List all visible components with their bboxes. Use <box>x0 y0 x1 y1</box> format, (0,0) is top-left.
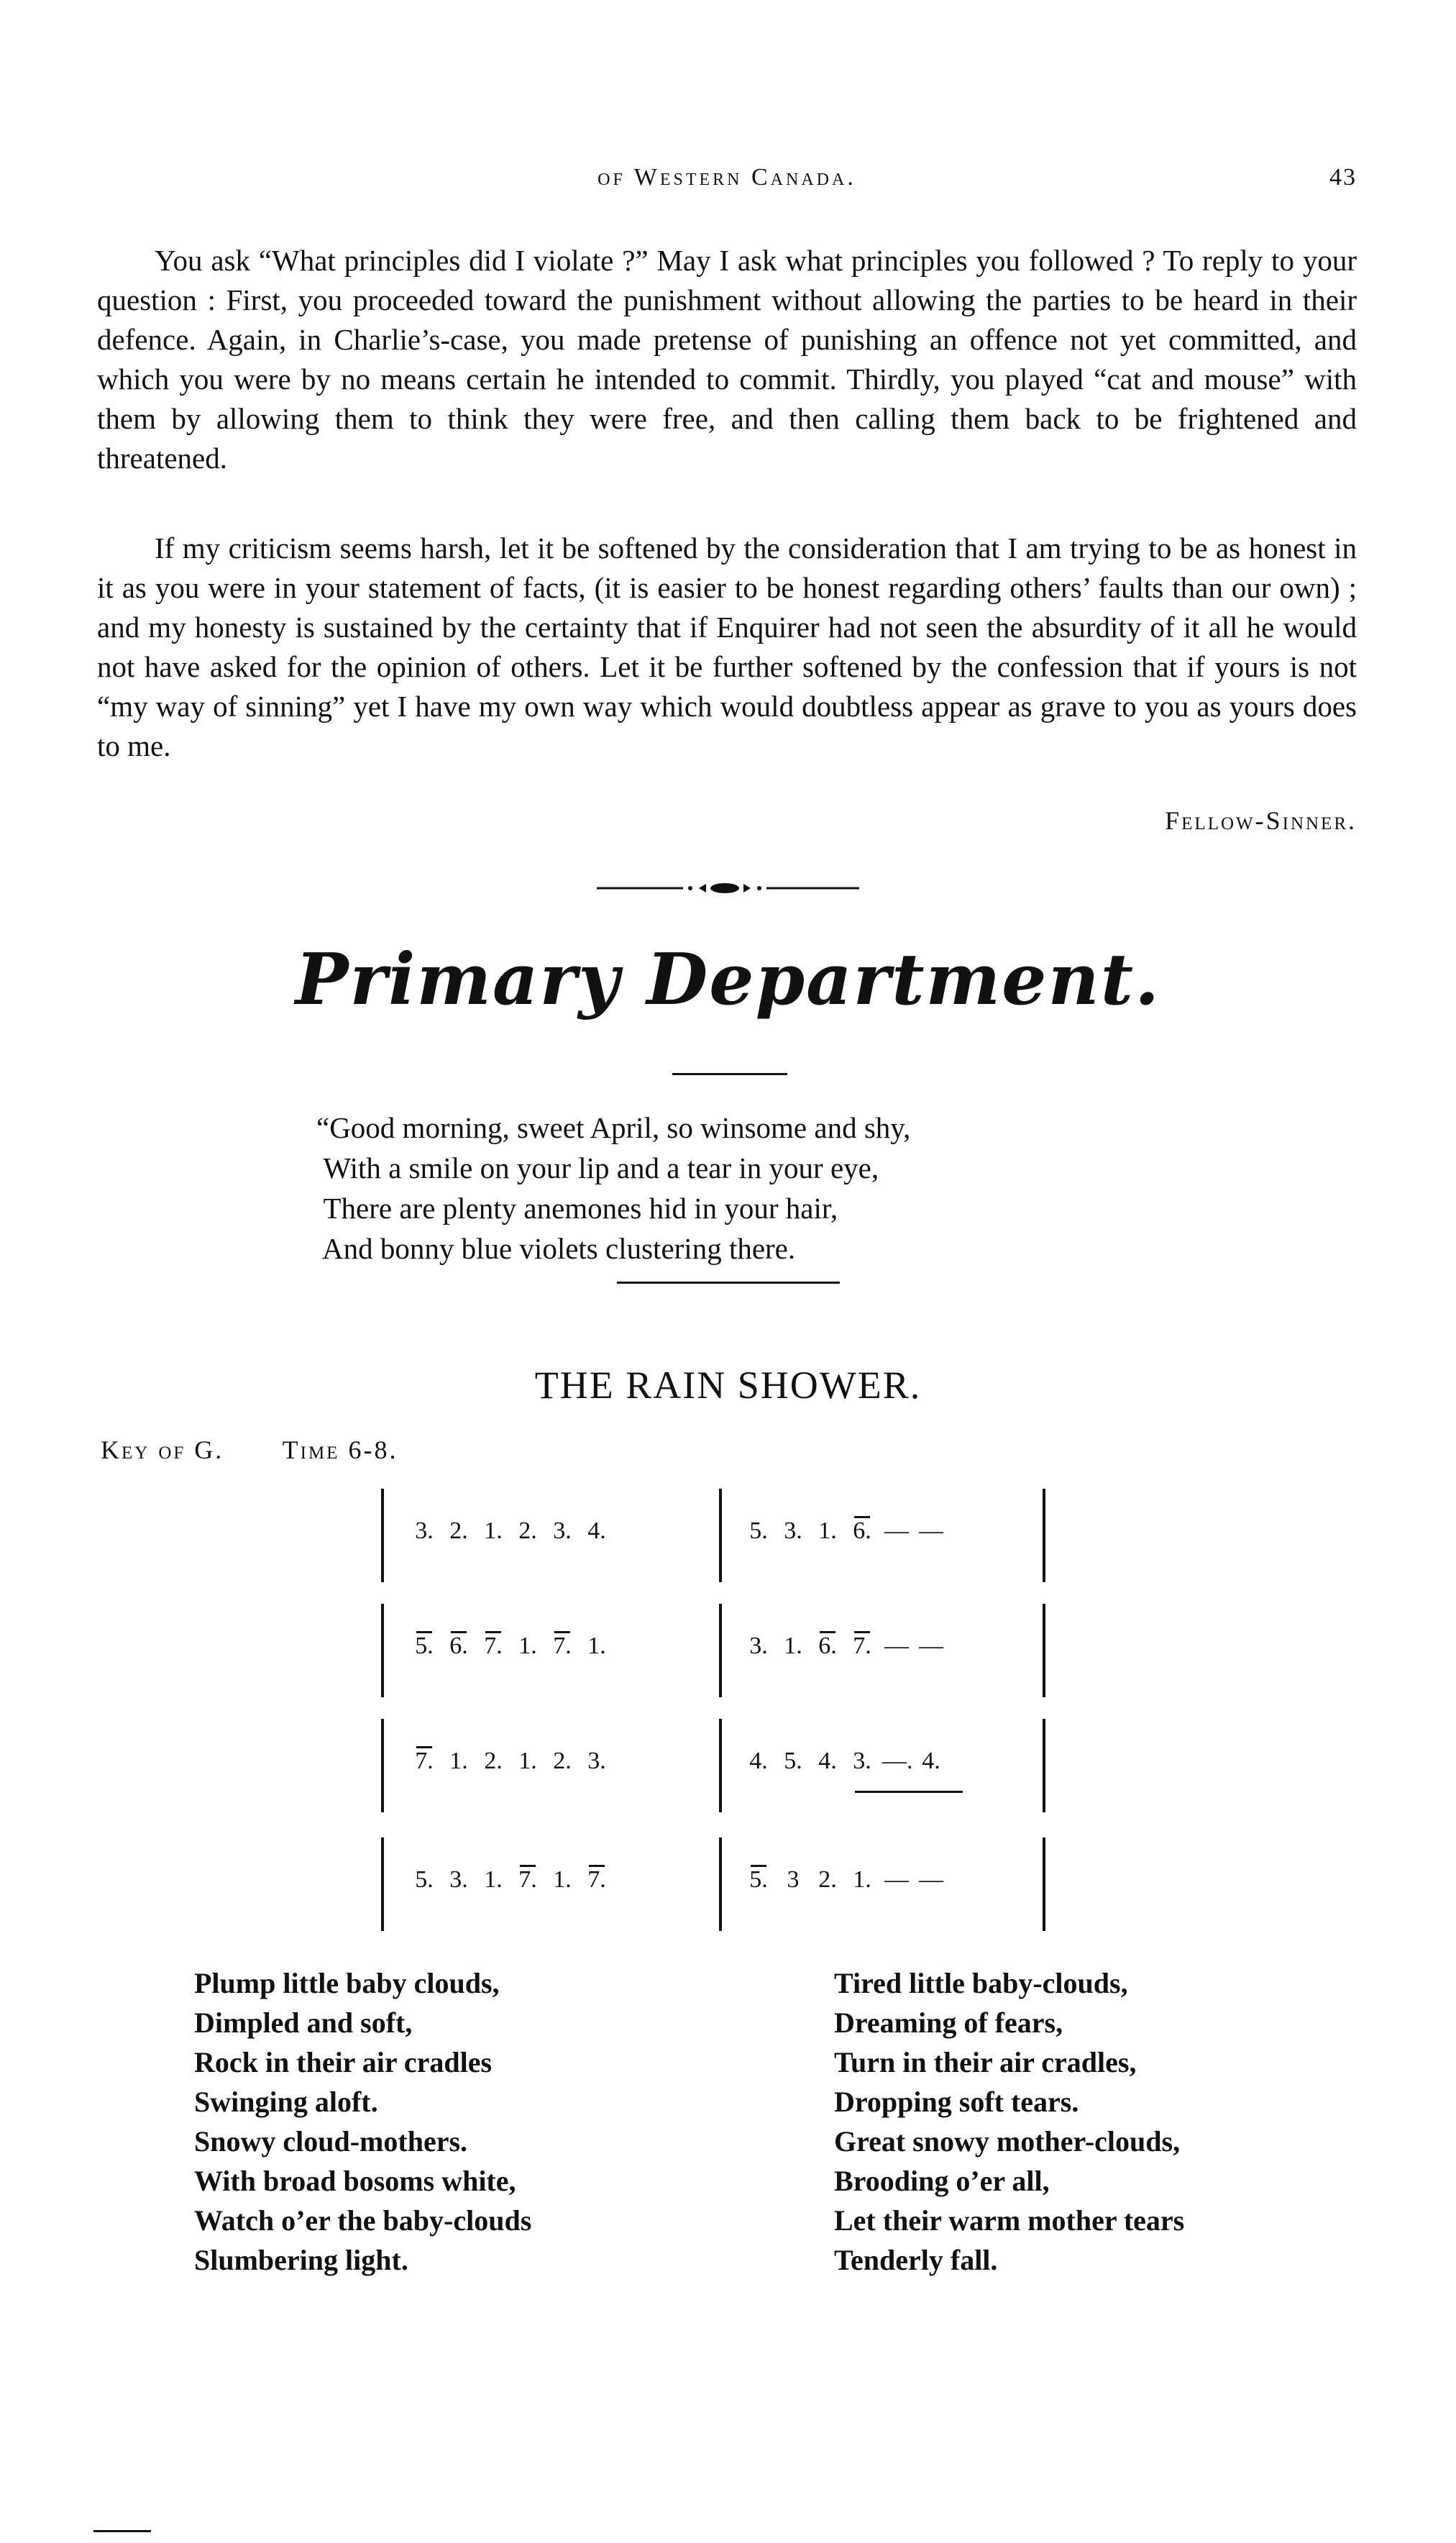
octave-mark <box>854 1516 870 1518</box>
note-symbol: 7. <box>484 1633 503 1659</box>
note-symbol: 3. <box>449 1866 468 1893</box>
section-title: Primary Department. <box>295 939 1161 1021</box>
note-symbol: 1. <box>784 1633 802 1659</box>
note-symbol: 1. <box>587 1633 606 1659</box>
notation-row <box>381 1604 1093 1697</box>
letter-paragraph-text: You ask “What principles did I violate ?” May I ask what principles you followed ? To reply to your question : First, you proceeded toward the punishment without allowing the parties to be heard in their defence. Again, in Charlie’s-case, you made pretense of punishing an offence not yet committed, and which you were by no means certain he intended to commit. Thirdly, you played “cat and mouse” with them by allowing them to think they were free, and then calling them back to be frightened and threatened. <box>97 244 1357 475</box>
note-symbol: 4. <box>818 1748 837 1774</box>
running-header <box>97 164 1357 200</box>
note-symbol: 3. <box>749 1633 768 1659</box>
verse-line: Tenderly fall. <box>834 2244 998 2276</box>
verse-line: With broad bosoms white, <box>194 2165 516 2197</box>
octave-mark <box>820 1631 835 1633</box>
note-symbol: 7. <box>415 1748 434 1774</box>
note-symbol: — <box>919 1866 943 1893</box>
octave-mark <box>416 1631 432 1633</box>
verse-line: Snowy cloud-mothers. <box>194 2125 468 2158</box>
note-symbol: 4. <box>587 1517 606 1544</box>
bar-line <box>1043 1719 1045 1812</box>
bar-line <box>1043 1604 1045 1697</box>
note-symbol: 1. <box>449 1748 468 1774</box>
bar-line <box>381 1604 384 1697</box>
verse-line: Turn in their air cradles, <box>834 2046 1137 2078</box>
note-symbol: 1. <box>818 1517 837 1544</box>
letter-paragraph-text: If my criticism seems harsh, let it be softened by the consideration that I am trying to be as honest in it as you were in your statement of facts, (it is easier to be honest regarding others’ faults than our own) ; and my honesty is sustained by the certainty that if Enquirer had not seen the absurdity of it all he would not have asked for the opinion of others. Let it be further softened by the confession that if yours is not “my way of sinning” yet I have my own way which would doubtless appear as grave to you as yours does to me. <box>97 531 1357 762</box>
note-symbol: 1. <box>518 1633 537 1659</box>
octave-mark <box>751 1865 766 1867</box>
note-symbol: 3. <box>784 1517 802 1544</box>
note-symbol: 3. <box>587 1748 606 1774</box>
printer-mark <box>93 2530 151 2532</box>
note-symbol: 2. <box>518 1517 537 1544</box>
notation-row <box>381 1719 1093 1812</box>
note-symbol: — <box>884 1633 909 1659</box>
verse-line: Brooding o’er all, <box>834 2165 1050 2197</box>
divider-rule <box>672 1073 787 1075</box>
bar-line <box>381 1837 384 1931</box>
poem-line: With a smile on your lip and a tear in your eye, <box>316 1151 879 1184</box>
note-symbol: 4. <box>749 1748 768 1774</box>
note-symbol: 5. <box>784 1748 802 1774</box>
note-symbol: 6. <box>449 1633 468 1659</box>
note-symbol: 7. <box>853 1633 871 1659</box>
note-symbol: 1. <box>484 1866 503 1893</box>
note-symbol: 2. <box>484 1748 503 1774</box>
poem-line: “Good morning, sweet April, so winsome and shy, <box>316 1111 911 1144</box>
note-symbol: 5. <box>749 1866 768 1893</box>
octave-mark <box>520 1865 536 1867</box>
note-symbol: 1. <box>553 1866 572 1893</box>
verse-line: Tired little baby-clouds, <box>834 1967 1128 1999</box>
octave-mark <box>485 1631 501 1633</box>
note-symbol: —. <box>882 1748 913 1774</box>
verse-line: Dropping soft tears. <box>834 2086 1079 2118</box>
note-symbol: 7. <box>587 1866 606 1893</box>
note-symbol: — <box>919 1633 943 1659</box>
note-symbol: 3. <box>553 1517 572 1544</box>
bar-line <box>719 1837 722 1931</box>
bar-line <box>719 1604 722 1697</box>
bar-line <box>719 1719 722 1812</box>
note-symbol: 3. <box>415 1517 434 1544</box>
verse-line: Plump little baby clouds, <box>194 1967 500 1999</box>
poem-line: There are plenty anemones hid in your hair, <box>316 1192 838 1225</box>
notation-row <box>381 1837 1093 1931</box>
letter-paragraph <box>97 241 1357 478</box>
note-symbol: — <box>884 1517 909 1544</box>
epigraph-poem <box>316 1108 910 1269</box>
octave-mark <box>589 1865 605 1867</box>
key-label: Key of G. <box>101 1435 224 1464</box>
verse-line: Slumbering light. <box>194 2244 408 2276</box>
key-signature-line <box>101 1435 448 1465</box>
note-symbol: 7. <box>518 1866 537 1893</box>
note-symbol: 6. <box>818 1633 837 1659</box>
running-title: of Western Canada. <box>597 164 856 191</box>
verse-line: Dimpled and soft, <box>194 2006 413 2039</box>
verse-left <box>194 1963 531 2280</box>
bar-line <box>1043 1837 1045 1931</box>
note-symbol: 7. <box>553 1633 572 1659</box>
note-symbol: 3 <box>787 1866 800 1893</box>
note-symbol: 2. <box>553 1748 572 1774</box>
octave-mark <box>554 1631 570 1633</box>
notation-row <box>381 1489 1093 1582</box>
verse-line: Watch o’er the baby-clouds <box>194 2204 532 2237</box>
verse-line: Rock in their air cradles <box>194 2046 493 2078</box>
bar-line <box>381 1489 384 1582</box>
ornament-divider <box>597 881 859 895</box>
letter-paragraph <box>97 529 1357 766</box>
bar-line <box>381 1719 384 1812</box>
verse-line: Swinging aloft. <box>194 2086 378 2118</box>
octave-mark <box>416 1746 432 1748</box>
song-title: THE RAIN SHOWER. <box>534 1364 922 1407</box>
note-symbol: — <box>919 1517 943 1544</box>
page-number: 43 <box>1329 164 1357 191</box>
note-symbol: 3. <box>853 1748 871 1774</box>
verse-right <box>834 1963 1184 2280</box>
note-symbol: 1. <box>853 1866 871 1893</box>
note-symbol: 2. <box>818 1866 837 1893</box>
octave-mark <box>451 1631 467 1633</box>
octave-mark <box>854 1631 870 1633</box>
note-symbol: 6. <box>853 1517 871 1544</box>
slur-line <box>855 1791 963 1793</box>
bar-line <box>1043 1489 1045 1582</box>
note-symbol: 5. <box>415 1633 434 1659</box>
verse-line: Dreaming of fears, <box>834 2006 1063 2039</box>
note-symbol: 5. <box>415 1866 434 1893</box>
note-symbol: 2. <box>449 1517 468 1544</box>
poem-line: And bonny blue violets clustering there. <box>316 1232 796 1265</box>
note-symbol: 1. <box>518 1748 537 1774</box>
note-symbol: — <box>884 1866 909 1893</box>
time-label: Time 6-8. <box>282 1435 398 1464</box>
letter-signature: Fellow-Sinner. <box>1165 806 1357 835</box>
divider-rule <box>617 1282 840 1284</box>
bar-line <box>719 1489 722 1582</box>
verse-line: Let their warm mother tears <box>834 2204 1185 2237</box>
verse-line: Great snowy mother-clouds, <box>834 2125 1181 2158</box>
note-symbol: 5. <box>749 1517 768 1544</box>
note-symbol: 4. <box>922 1748 940 1774</box>
note-symbol: 1. <box>484 1517 503 1544</box>
